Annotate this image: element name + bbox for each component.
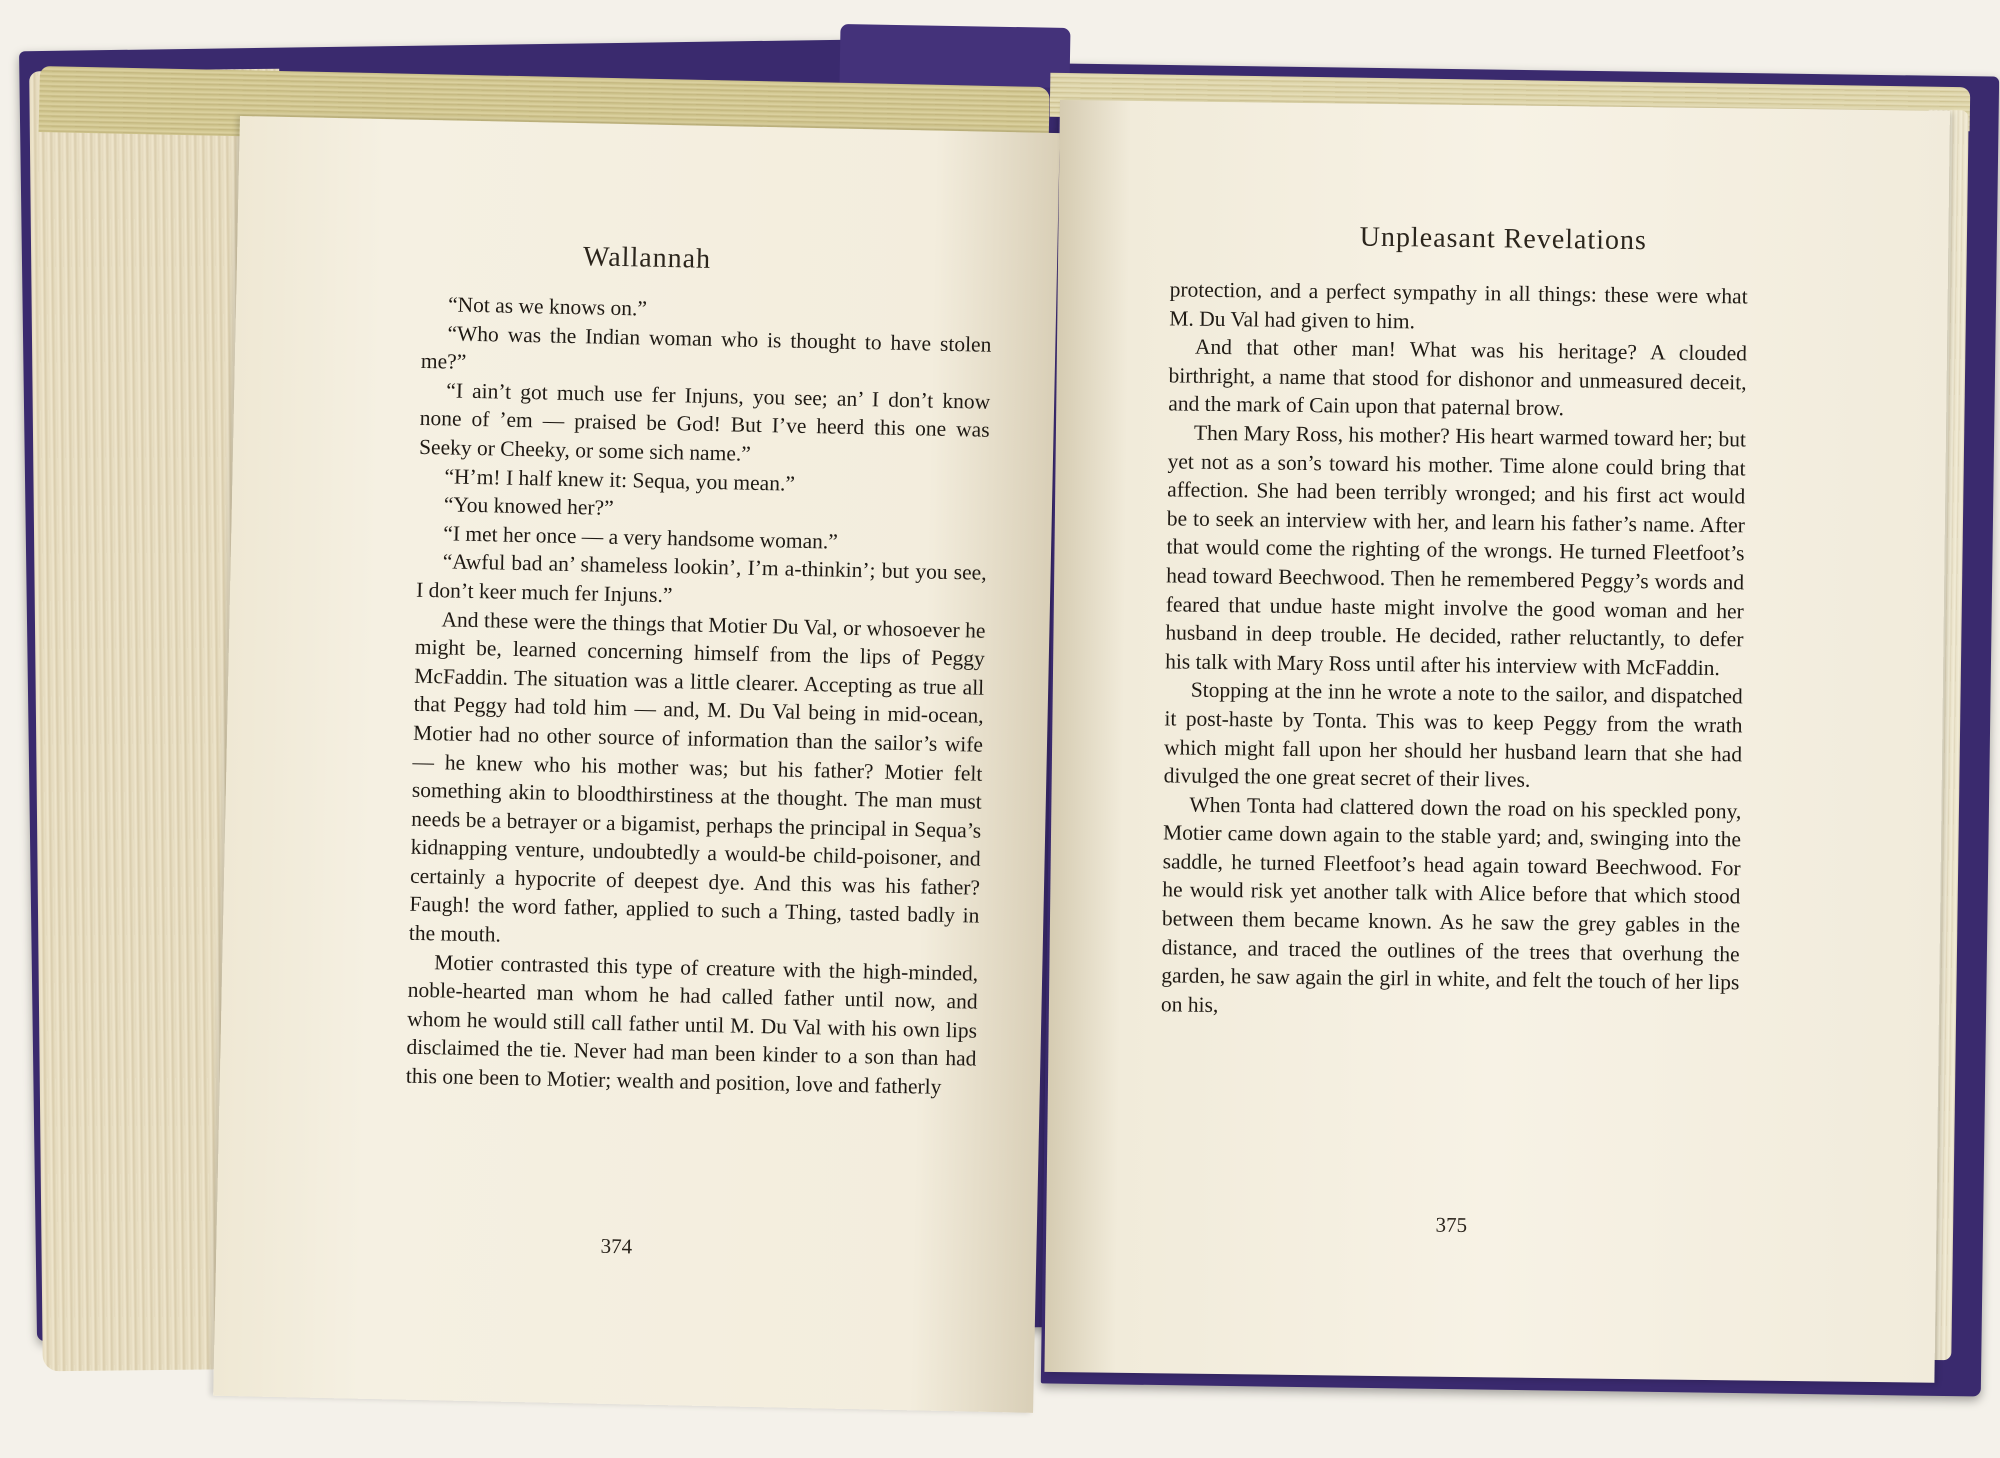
paragraph: “I ain’t got much use fer Injuns, you see; an’ I don’t know none of ’em — praised be God! But I’ve heerd this one was Seeky or Cheeky, or some sich name.” <box>418 378 991 466</box>
running-head-right: Unpleasant Revelations <box>1359 221 1648 257</box>
left-page <box>213 116 1060 1413</box>
page-number-right: 375 <box>1435 1212 1468 1238</box>
paragraph: “H’m! I half knew it: Sequa, you mean.” <box>444 463 796 496</box>
page-number-left: 374 <box>600 1233 633 1259</box>
book-spine <box>839 24 1070 88</box>
paragraph: And that other man! What was his heritage? A clouded birthright, a name that stood for dishonor and unmeasured deceit, and the mark of Cain upon that paternal brow. <box>1168 334 1748 421</box>
paragraph: “Who was the Indian woman who is thought to have stolen me?” <box>420 320 992 374</box>
right-page-text <box>1161 275 1748 1025</box>
paragraph: Then Mary Ross, his mother? His heart warmed toward her; but yet not as a son’s toward his mother. Time alone could bring that affection. She had been terribly wronged; and his first act would be to seek an interview with her, and learn his father’s name. After that would come the righting of the wrongs. He turned Fleetfoot’s head toward Beechwood. Then he remembered Peggy’s words and feared that undue haste might involve the good woman and her husband in deep trouble. He decided, rather reluctantly, to defer his talk with Mary Ross until after his interview with McFaddin. <box>1165 420 1747 680</box>
paragraph: And these were the things that Motier Du Val, or whosoever he might be, learned concerning himself from the lips of Peggy McFaddin. The situation was a little clearer. Accepting as true all that Peggy had told him — and, M. Du Val being in mid-ocean, Motier had no other source of information than the sailor’s wife — he knew who his mother was; but his father? Motier felt something akin to bloodthirstiness at the thought. The man must needs be a betrayer or a bigamist, perhaps the principal in Sequa’s kidnapping venture, undoubtedly a would-be child-poisoner, and certainly a hypocrite of deepest dye. And this was his father? Faugh! the word father, applied to such a Thing, tasted badly in the mouth. <box>408 606 986 947</box>
paragraph: Stopping at the inn he wrote a note to the sailor, and dispatched it post-haste by Tonta. This was to keep Peggy from the wrath which might fall upon her should her husband learn that she had divulged the one great secret of their lives. <box>1163 677 1743 792</box>
paragraph: “Not as we knows on.” <box>447 292 648 321</box>
paragraph: protection, and a perfect sympathy in all things: these were what M. Du Val had given to him. <box>1169 277 1748 333</box>
paragraph: “I met her once — a very handsome woman.” <box>443 521 839 554</box>
paragraph: Motier contrasted this type of creature with the high-minded, noble-hearted man whom he had called father until now, and whom he would still call father until M. Du Val with his own lips disclaimed the tie. Never had man been kinder to a son than had this one been to Motier; wealth and position, love and fatherly <box>405 949 979 1099</box>
paragraph: “Awful bad an’ shameless lookin’, I’m a-thinkin’; but you see, I don’t keer much fer Injuns.” <box>415 549 987 608</box>
running-head-left: Wallannah <box>582 241 712 275</box>
right-page <box>1044 100 1949 1383</box>
left-page-text <box>406 290 993 1102</box>
paragraph: When Tonta had clattered down the road on his speckled pony, Motier came down again to the stable yard; and, swinging into the saddle, he turned Fleetfoot’s head again toward Beechwood. For he would risk yet another talk with Alice before that which stood between them became known. As he saw the grey gables in the distance, and traced the outlines of the trees that overhung the garden, he saw again the girl in white, and felt the touch of her lips on his, <box>1160 792 1742 1017</box>
paragraph: “You knowed her?” <box>443 492 614 521</box>
